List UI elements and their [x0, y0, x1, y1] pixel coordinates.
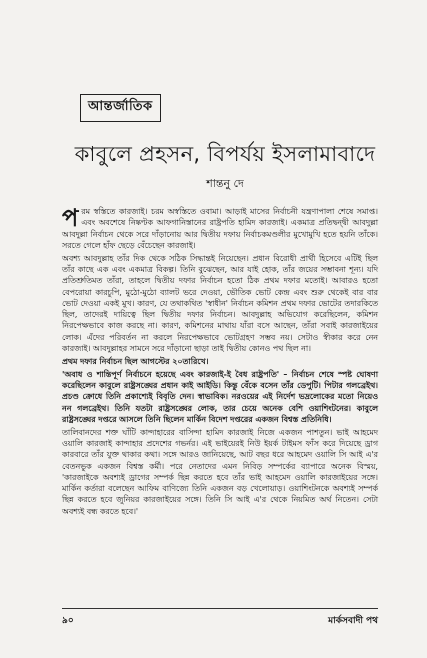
journal-name: মার্কসবাদী পথ [328, 616, 378, 626]
drop-cap: প [62, 204, 79, 232]
paragraph: অবশ্য আবদুল্লাহ তাঁর দিক থেকে সঠিক সিদ্ধান্তই নিয়েছেন। প্রধান বিরোধী প্রার্থী হিসেবে এটিই ছিল তাঁর কাছে এক এবং একমাত্র বিকল্প। তিনি বুঝেছেন, আর যাই হোক, তাঁর জয়ের সম্ভাবনা শূন্য। যদি প্রতিশ্রুতিমত তাঁরা, তাহলে দ্বিতীয় দফার নির্বাচন হতো ঠিক প্রথম দফার মতোই। আবারও হতো বেপরোয়া কারচুপি, মুঠো-মুঠো ব্যালট ভরে দেওয়া, ভৌতিক ভোট কেন্দ্র এবং শুরু থেকেই বার বার ভোট দেওয়া একই মুখ। কারণ, যে তথাকথিত 'স্বাধীন' নির্বাচন কমিশন প্রথম দফার ভোটের তদারকিতে ছিল, তাদেরই দায়িত্বে ছিল দ্বিতীয় দফার নির্বাচন। আবদুল্লাহ অভিযোগ করেছিলেন, কমিশন নিরপেক্ষভাবে কাজ করছে না। কারণ, কমিশনের মাথায় যাঁরা বসে আছেন, তাঁরা সবাই কারজাইয়ের লোক। এঁদের পরিবর্তন না করলে নিরপেক্ষভাবে ভোটগ্রহণ সম্ভব নয়। সেটাও স্বীকার করে নেন কারজাই। আবদুল্লাহর সামনে সরে দাঁড়ানো ছাড়া তাই দ্বিতীয় কোনও পথ ছিল না। [62, 253, 378, 354]
article-title: কাবুলে প্রহসন, বিপর্যয় ইসলামাবাদে [74, 142, 376, 166]
paragraph: 'অবাধ ও শান্তিপূর্ণ নির্বাচনে হয়েছে এবং কারজাই-ই বৈধ রাষ্ট্রপতি' – নির্বাচন শেষে স্পষ্ট ঘোষণা করেছিলেন কাবুলে রাষ্ট্রসঙ্ঘের প্রধান কাই আইডি। কিন্তু বেঁকে বসেন তাঁর ডেপুটি। পিটার গলব্রেইথ। প্রচণ্ড ক্রোধে তিনি প্রকাশ্যেই বিবৃতি দেন। স্বাভাবিক। নরওয়ের এই নির্দেশ ভদ্রলোকের মতো নিয়েও নন গলব্রেইথ। তিনি যতটা রাষ্ট্রসঙ্ঘের লোক, তার চেয়ে অনেক বেশি ওয়াশিংটনের। কাবুলে রাষ্ট্রসঙ্ঘের দপ্তরে আসলে তিনি ছিলেন মার্কিন বিদেশ দপ্তরের একজন বিশ্বস্ত প্রতিনিধি। [62, 369, 378, 424]
section-label: আন্তর্জাতিক [80, 94, 161, 122]
article-body [62, 206, 378, 519]
footer-divider [62, 608, 378, 609]
paragraph: তালিবানদের শক্ত ঘাঁটি কান্দাহারের বাসিন্দা হামিদ কারজাই নিজে একজন পাশতুন। ভাই আহমেদ ওয়ালি কারজাই কান্দাহার প্রদেশের গভর্নর। এই ভাইয়েরই নিউ ইয়র্ক টাইমস ফাঁস করে দিয়েছে ড্রাগ কারবারে তাঁর যুক্ত থাকার কথা। সঙ্গে আরও জানিয়েছে, আট বছর ধরে আহমেদ ওয়ালি সি আই এ'র বেতনভুক একজন বিশ্বস্ত কর্মী। পরে নেতাদের এমন নিবিড় সম্পর্কের ব্যাপারে অনেক বিস্ময়, 'কারজাইকে অবশ্যই ড্রাগের সম্পর্ক ছিন্ন করতে হবে তাঁর ভাই আহমেদ ওয়ালি কারজাইয়ের সঙ্গে। মার্কিন কর্তারা বলেছেন আফিম বাণিজ্যে তিনি একজন বড় খেলোয়াড়। ওয়াশিংটনকে অবশ্যই সম্পর্ক ছিন্ন করতে হবে জুনিয়র কারজাইয়ের সঙ্গে। তিনি সি আই এ'র থেকে নিয়মিত অর্থ নিতেন। সেটা অবশ্যই বন্ধ করতে হবে।' [62, 427, 378, 516]
subheading: প্রথম দফার নির্বাচন ছিল আগস্টের ২০তারিখে। [62, 356, 209, 366]
paragraph: পরম স্বস্তিতে কারজাই। চরম অস্বস্তিতে ওবামা। আড়াই মাসের নির্বাচনী যন্ত্রণাপালা শেষে সমাপ্ত। এবং অবশেষে নিষ্কণ্টক আফগানিস্তানের রাষ্ট্রপতি হামিদ কারজাই। একমাত্র প্রতিদ্বন্দ্বী আবদুল্লা আবদুল্লা নির্বাচন থেকে সরে দাঁড়ানোয় আর দ্বিতীয় দফায় নির্বাচকমণ্ডলীর মুখোমুখি হতে হয়নি তাঁকে। সরতে গেলে হাঁফ ছেড়ে বেঁচেছেন কারজাই। [62, 204, 378, 250]
article-author: শান্তনু দে [206, 177, 244, 190]
page-number: ৯০ [62, 616, 74, 626]
